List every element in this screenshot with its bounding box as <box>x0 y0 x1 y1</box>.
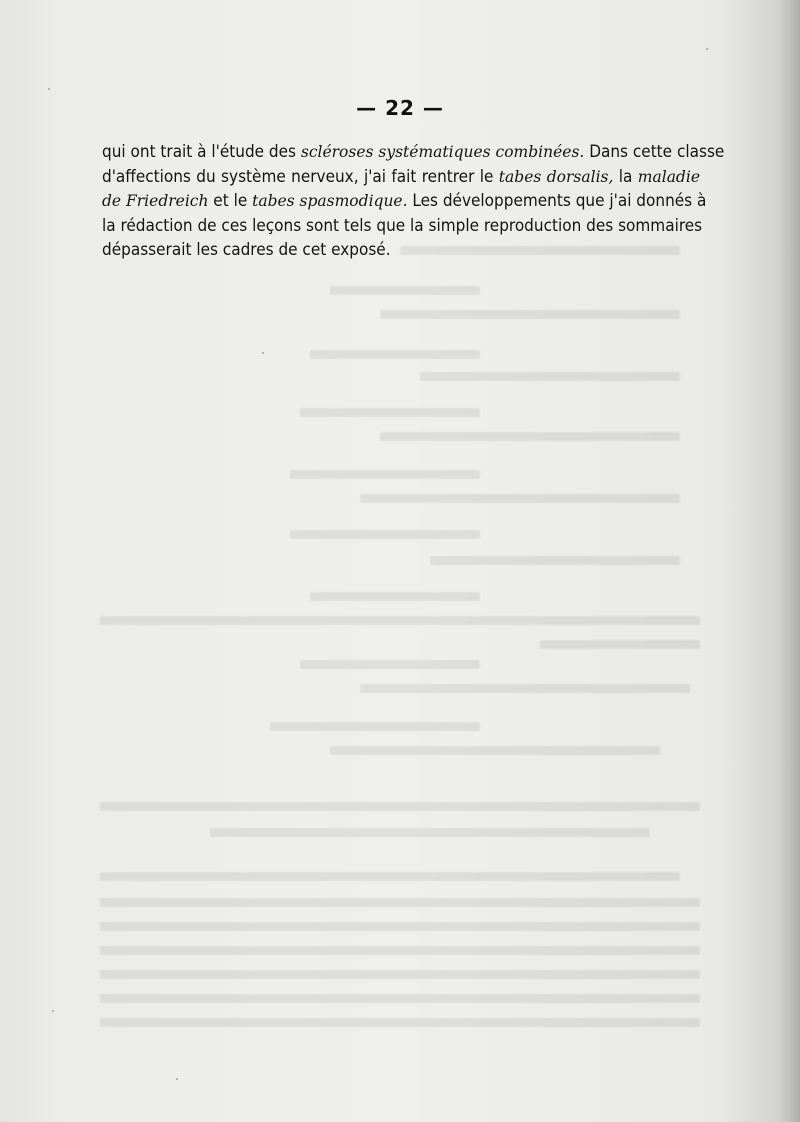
text-segment: d'affections du système nerveux, j'ai fait rentrer le <box>102 166 499 187</box>
paper-speck <box>48 88 50 90</box>
paper-speck <box>262 352 264 354</box>
text-segment: et le <box>208 191 253 211</box>
italic-term: maladie <box>637 167 700 186</box>
text-line <box>102 165 700 190</box>
paper-speck <box>52 1010 54 1012</box>
text-line <box>102 214 703 239</box>
text-segment: Les développements que j'ai donnés à <box>407 191 707 211</box>
text-line <box>102 238 700 263</box>
body-paragraph <box>102 140 725 263</box>
italic-term: tabes spasmodique. <box>252 192 408 210</box>
italic-term: scléroses systématiques combinées. <box>300 143 585 161</box>
page-number: — 22 — <box>356 96 444 120</box>
text-segment: qui ont trait à l'étude des <box>102 142 301 162</box>
italic-term: de Friedreich <box>102 192 209 210</box>
paper-speck <box>176 1078 178 1080</box>
text-line <box>102 140 725 165</box>
text-segment: la rédaction de ces leçons sont tels que la simple reproduction des sommaires <box>102 215 703 236</box>
paper-speck <box>706 48 708 50</box>
text-segment: la <box>613 166 638 187</box>
binding-shadow <box>778 0 800 1122</box>
italic-term: tabes dorsalis, <box>498 167 614 186</box>
text-line <box>102 189 707 214</box>
text-segment: Dans cette classe <box>584 142 725 162</box>
text-segment: dépasserait les cadres de cet exposé. <box>102 240 391 260</box>
